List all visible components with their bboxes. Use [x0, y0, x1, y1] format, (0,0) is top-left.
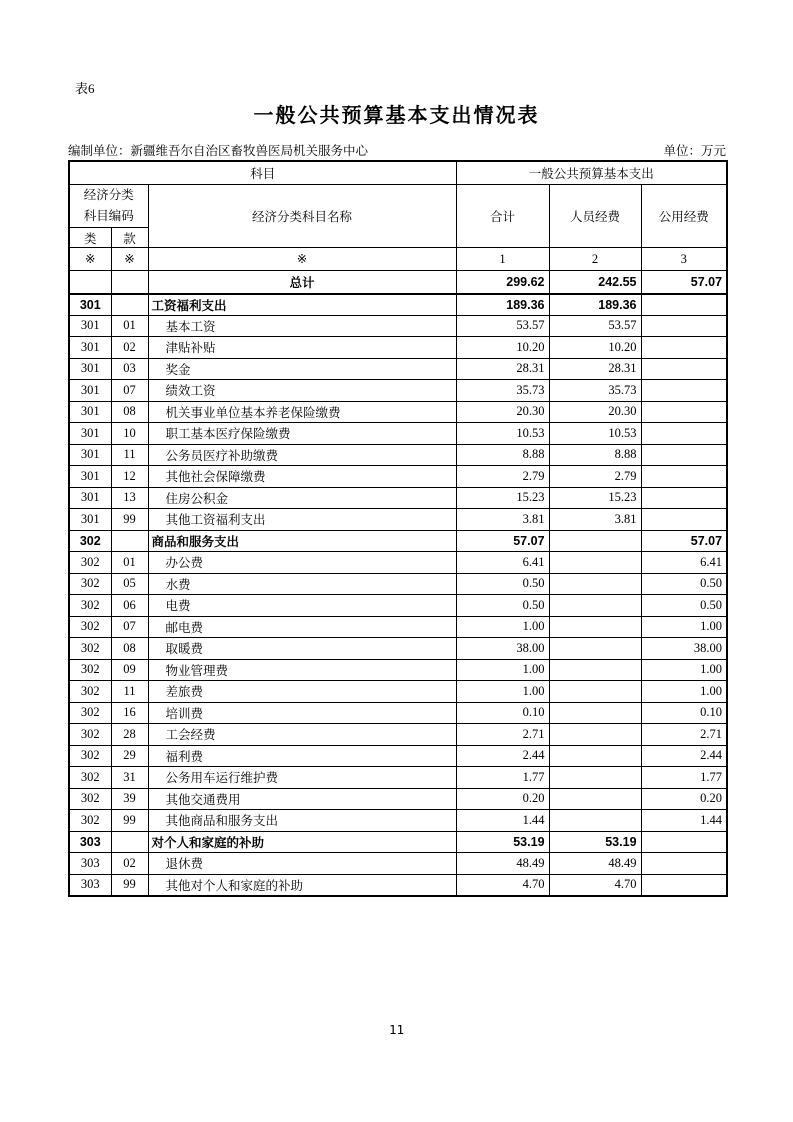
public-value-cell: [641, 401, 727, 423]
page-title: 一般公共预算基本支出情况表: [253, 105, 540, 127]
personnel-value-cell: 10.53: [549, 423, 641, 445]
section-code-cell: 28: [111, 724, 148, 746]
subject-name-cell: 其他交通费用: [148, 788, 456, 810]
table-row: [69, 659, 727, 681]
class-code-cell: 303: [69, 853, 111, 875]
subject-name-cell: 取暖费: [148, 638, 456, 660]
section-code-cell: [111, 271, 148, 294]
public-value-cell: [641, 337, 727, 359]
budget-table: [68, 160, 728, 897]
subject-name-cell: 电费: [148, 595, 456, 617]
personnel-value-cell: [549, 638, 641, 660]
public-value-cell: 1.00: [641, 659, 727, 681]
total-value-cell: 299.62: [456, 271, 549, 294]
subject-name-cell: 物业管理费: [148, 659, 456, 681]
subject-name-cell: 其他商品和服务支出: [148, 810, 456, 832]
class-column-header: 类: [69, 228, 111, 248]
subject-name-cell: 办公费: [148, 552, 456, 574]
section-column-header: 款: [111, 228, 148, 248]
grand-total-row: [69, 271, 727, 294]
table-row: [69, 380, 727, 402]
table-row: [69, 745, 727, 767]
personnel-value-cell: [549, 659, 641, 681]
table-row: [69, 530, 727, 552]
public-value-cell: [641, 466, 727, 488]
total-value-cell: 189.36: [456, 294, 549, 316]
class-code-cell: 302: [69, 552, 111, 574]
section-code-cell: 16: [111, 702, 148, 724]
subject-name-cell: 基本工资: [148, 315, 456, 337]
table-body: [69, 271, 727, 896]
section-code-cell: [111, 294, 148, 316]
total-value-cell: 2.79: [456, 466, 549, 488]
total-value-cell: 6.41: [456, 552, 549, 574]
public-value-cell: 57.07: [641, 530, 727, 552]
table-row: [69, 552, 727, 574]
section-code-cell: 29: [111, 745, 148, 767]
subject-name-cell: 机关事业单位基本养老保险缴费: [148, 401, 456, 423]
public-value-cell: [641, 423, 727, 445]
section-code-cell: [111, 530, 148, 552]
class-code-cell: 302: [69, 788, 111, 810]
section-code-cell: 39: [111, 788, 148, 810]
column-index-cell: 3: [641, 248, 727, 271]
section-code-cell: 11: [111, 681, 148, 703]
public-value-cell: [641, 358, 727, 380]
public-value-cell: [641, 509, 727, 531]
class-code-cell: 301: [69, 509, 111, 531]
personnel-value-cell: [549, 810, 641, 832]
class-code-cell: 301: [69, 358, 111, 380]
section-code-cell: 03: [111, 358, 148, 380]
class-code-cell: 302: [69, 595, 111, 617]
public-value-cell: [641, 444, 727, 466]
table-row: [69, 358, 727, 380]
section-code-cell: 13: [111, 487, 148, 509]
personnel-value-cell: 48.49: [549, 853, 641, 875]
section-code-cell: 11: [111, 444, 148, 466]
personnel-value-cell: 3.81: [549, 509, 641, 531]
table-row: [69, 724, 727, 746]
personnel-value-cell: [549, 702, 641, 724]
class-code-cell: 301: [69, 315, 111, 337]
total-value-cell: 1.77: [456, 767, 549, 789]
subject-name-cell: 公务用车运行维护费: [148, 767, 456, 789]
public-value-cell: 2.71: [641, 724, 727, 746]
public-value-cell: [641, 380, 727, 402]
class-code-cell: 301: [69, 444, 111, 466]
total-value-cell: 0.50: [456, 595, 549, 617]
header-columns-row: [69, 184, 727, 228]
public-value-cell: [641, 853, 727, 875]
subject-name-cell: 其他对个人和家庭的补助: [148, 874, 456, 896]
subject-name-cell: 奖金: [148, 358, 456, 380]
subject-name-cell: 差旅费: [148, 681, 456, 703]
public-value-cell: 0.10: [641, 702, 727, 724]
total-value-cell: 53.57: [456, 315, 549, 337]
table-number-label: 表6: [75, 81, 95, 96]
personnel-value-cell: [549, 745, 641, 767]
total-value-cell: 15.23: [456, 487, 549, 509]
public-value-cell: 0.50: [641, 573, 727, 595]
total-value-cell: 48.49: [456, 853, 549, 875]
section-code-cell: 01: [111, 552, 148, 574]
personnel-value-cell: 189.36: [549, 294, 641, 316]
page-number: 11: [388, 1022, 405, 1037]
class-code-cell: 301: [69, 380, 111, 402]
personnel-value-cell: 242.55: [549, 271, 641, 294]
table-row: [69, 466, 727, 488]
public-value-cell: 1.44: [641, 810, 727, 832]
personnel-value-cell: 4.70: [549, 874, 641, 896]
table-row: [69, 616, 727, 638]
subject-name-cell: 商品和服务支出: [148, 530, 456, 552]
total-value-cell: 8.88: [456, 444, 549, 466]
header-group-row: [69, 161, 727, 184]
personnel-value-cell: 20.30: [549, 401, 641, 423]
subject-name-cell: 其他工资福利支出: [148, 509, 456, 531]
total-value-cell: 35.73: [456, 380, 549, 402]
total-value-cell: 10.53: [456, 423, 549, 445]
total-value-cell: 10.20: [456, 337, 549, 359]
class-code-cell: 301: [69, 487, 111, 509]
public-value-cell: 1.77: [641, 767, 727, 789]
public-value-cell: 0.20: [641, 788, 727, 810]
section-code-cell: 99: [111, 874, 148, 896]
table-row: [69, 810, 727, 832]
table-row: [69, 444, 727, 466]
personnel-value-cell: [549, 681, 641, 703]
table-row: [69, 487, 727, 509]
section-code-cell: 06: [111, 595, 148, 617]
section-code-cell: 99: [111, 810, 148, 832]
class-code-cell: 302: [69, 767, 111, 789]
public-value-cell: [641, 487, 727, 509]
section-code-cell: 02: [111, 853, 148, 875]
table-header: [69, 161, 727, 271]
meta-row: [68, 141, 726, 159]
prepared-by-label: 编制单位：新疆维吾尔自治区畜牧兽医局机关服务中心: [68, 144, 369, 158]
subject-name-cell: 工资福利支出: [148, 294, 456, 316]
table-row: [69, 853, 727, 875]
marker-cell: ※: [148, 248, 456, 271]
class-code-cell: 301: [69, 337, 111, 359]
class-code-cell: 303: [69, 874, 111, 896]
section-code-cell: 08: [111, 638, 148, 660]
section-code-cell: 02: [111, 337, 148, 359]
table-row: [69, 315, 727, 337]
total-value-cell: 20.30: [456, 401, 549, 423]
class-code-cell: 302: [69, 724, 111, 746]
personnel-value-cell: [549, 724, 641, 746]
total-value-cell: 2.71: [456, 724, 549, 746]
subject-name-cell: 邮电费: [148, 616, 456, 638]
subject-name-cell: 退休费: [148, 853, 456, 875]
class-code-cell: 302: [69, 745, 111, 767]
table-row: [69, 788, 727, 810]
total-value-cell: 28.31: [456, 358, 549, 380]
table-row: [69, 509, 727, 531]
personnel-value-cell: 28.31: [549, 358, 641, 380]
personnel-value-cell: 53.19: [549, 831, 641, 853]
public-value-cell: 2.44: [641, 745, 727, 767]
personnel-value-cell: [549, 573, 641, 595]
section-code-cell: 31: [111, 767, 148, 789]
total-value-cell: 0.10: [456, 702, 549, 724]
class-code-cell: 302: [69, 659, 111, 681]
table-row: [69, 831, 727, 853]
table-row: [69, 681, 727, 703]
table-row: [69, 874, 727, 896]
table-row: [69, 401, 727, 423]
total-value-cell: 38.00: [456, 638, 549, 660]
personnel-value-cell: 15.23: [549, 487, 641, 509]
public-value-cell: 0.50: [641, 595, 727, 617]
table-row: [69, 294, 727, 316]
total-value-cell: 4.70: [456, 874, 549, 896]
section-code-cell: 10: [111, 423, 148, 445]
section-code-cell: 01: [111, 315, 148, 337]
subject-name-cell: 福利费: [148, 745, 456, 767]
section-code-cell: 99: [111, 509, 148, 531]
personnel-value-cell: 53.57: [549, 315, 641, 337]
subject-name-cell: 绩效工资: [148, 380, 456, 402]
table-row: [69, 573, 727, 595]
name-column-header: 经济分类科目名称: [148, 184, 456, 248]
table-row: [69, 767, 727, 789]
public-column-header: 公用经费: [641, 184, 727, 248]
column-index-cell: 1: [456, 248, 549, 271]
column-index-cell: 2: [549, 248, 641, 271]
public-value-cell: 38.00: [641, 638, 727, 660]
public-value-cell: [641, 294, 727, 316]
class-code-cell: 302: [69, 616, 111, 638]
table-row: [69, 638, 727, 660]
class-code-cell: 301: [69, 401, 111, 423]
section-code-cell: 05: [111, 573, 148, 595]
public-value-cell: [641, 831, 727, 853]
total-value-cell: 53.19: [456, 831, 549, 853]
marker-row: [69, 248, 727, 271]
personnel-value-cell: [549, 616, 641, 638]
public-value-cell: 6.41: [641, 552, 727, 574]
class-code-cell: 302: [69, 810, 111, 832]
total-value-cell: 0.20: [456, 788, 549, 810]
total-value-cell: 2.44: [456, 745, 549, 767]
class-code-cell: 301: [69, 423, 111, 445]
class-code-cell: 302: [69, 638, 111, 660]
total-value-cell: 3.81: [456, 509, 549, 531]
total-value-cell: 1.00: [456, 681, 549, 703]
table-row: [69, 423, 727, 445]
total-value-cell: 57.07: [456, 530, 549, 552]
total-value-cell: 1.00: [456, 616, 549, 638]
class-code-cell: 303: [69, 831, 111, 853]
budget-group-header: 一般公共预算基本支出: [456, 161, 727, 184]
section-code-cell: 07: [111, 380, 148, 402]
marker-cell: ※: [69, 248, 111, 271]
total-value-cell: 0.50: [456, 573, 549, 595]
public-value-cell: 1.00: [641, 616, 727, 638]
section-code-cell: 09: [111, 659, 148, 681]
personnel-column-header: 人员经费: [549, 184, 641, 248]
code-group-header: 经济分类科目编码: [69, 184, 148, 228]
personnel-value-cell: [549, 530, 641, 552]
subject-name-cell: 水费: [148, 573, 456, 595]
subject-group-header: 科目: [69, 161, 456, 184]
class-code-cell: 301: [69, 466, 111, 488]
section-code-cell: 08: [111, 401, 148, 423]
class-code-cell: 302: [69, 681, 111, 703]
subject-name-cell: 工会经费: [148, 724, 456, 746]
class-code-cell: 301: [69, 294, 111, 316]
public-value-cell: [641, 315, 727, 337]
section-code-cell: [111, 831, 148, 853]
public-value-cell: 57.07: [641, 271, 727, 294]
class-code-cell: 302: [69, 530, 111, 552]
table-row: [69, 595, 727, 617]
class-code-cell: [69, 271, 111, 294]
table-row: [69, 702, 727, 724]
personnel-value-cell: 2.79: [549, 466, 641, 488]
subject-name-cell: 津贴补贴: [148, 337, 456, 359]
section-code-cell: 07: [111, 616, 148, 638]
total-column-header: 合计: [456, 184, 549, 248]
section-code-cell: 12: [111, 466, 148, 488]
total-value-cell: 1.44: [456, 810, 549, 832]
subject-name-cell: 住房公积金: [148, 487, 456, 509]
personnel-value-cell: [549, 788, 641, 810]
table-row: [69, 337, 727, 359]
personnel-value-cell: 8.88: [549, 444, 641, 466]
personnel-value-cell: 10.20: [549, 337, 641, 359]
class-code-cell: 302: [69, 573, 111, 595]
subject-name-cell: 对个人和家庭的补助: [148, 831, 456, 853]
total-value-cell: 1.00: [456, 659, 549, 681]
personnel-value-cell: [549, 552, 641, 574]
subject-name-cell: 公务员医疗补助缴费: [148, 444, 456, 466]
subject-name-cell: 总计: [148, 271, 456, 294]
class-code-cell: 302: [69, 702, 111, 724]
personnel-value-cell: [549, 595, 641, 617]
personnel-value-cell: [549, 767, 641, 789]
public-value-cell: 1.00: [641, 681, 727, 703]
personnel-value-cell: 35.73: [549, 380, 641, 402]
marker-cell: ※: [111, 248, 148, 271]
subject-name-cell: 职工基本医疗保险缴费: [148, 423, 456, 445]
subject-name-cell: 其他社会保障缴费: [148, 466, 456, 488]
unit-label: 单位：万元: [663, 144, 726, 158]
public-value-cell: [641, 874, 727, 896]
subject-name-cell: 培训费: [148, 702, 456, 724]
